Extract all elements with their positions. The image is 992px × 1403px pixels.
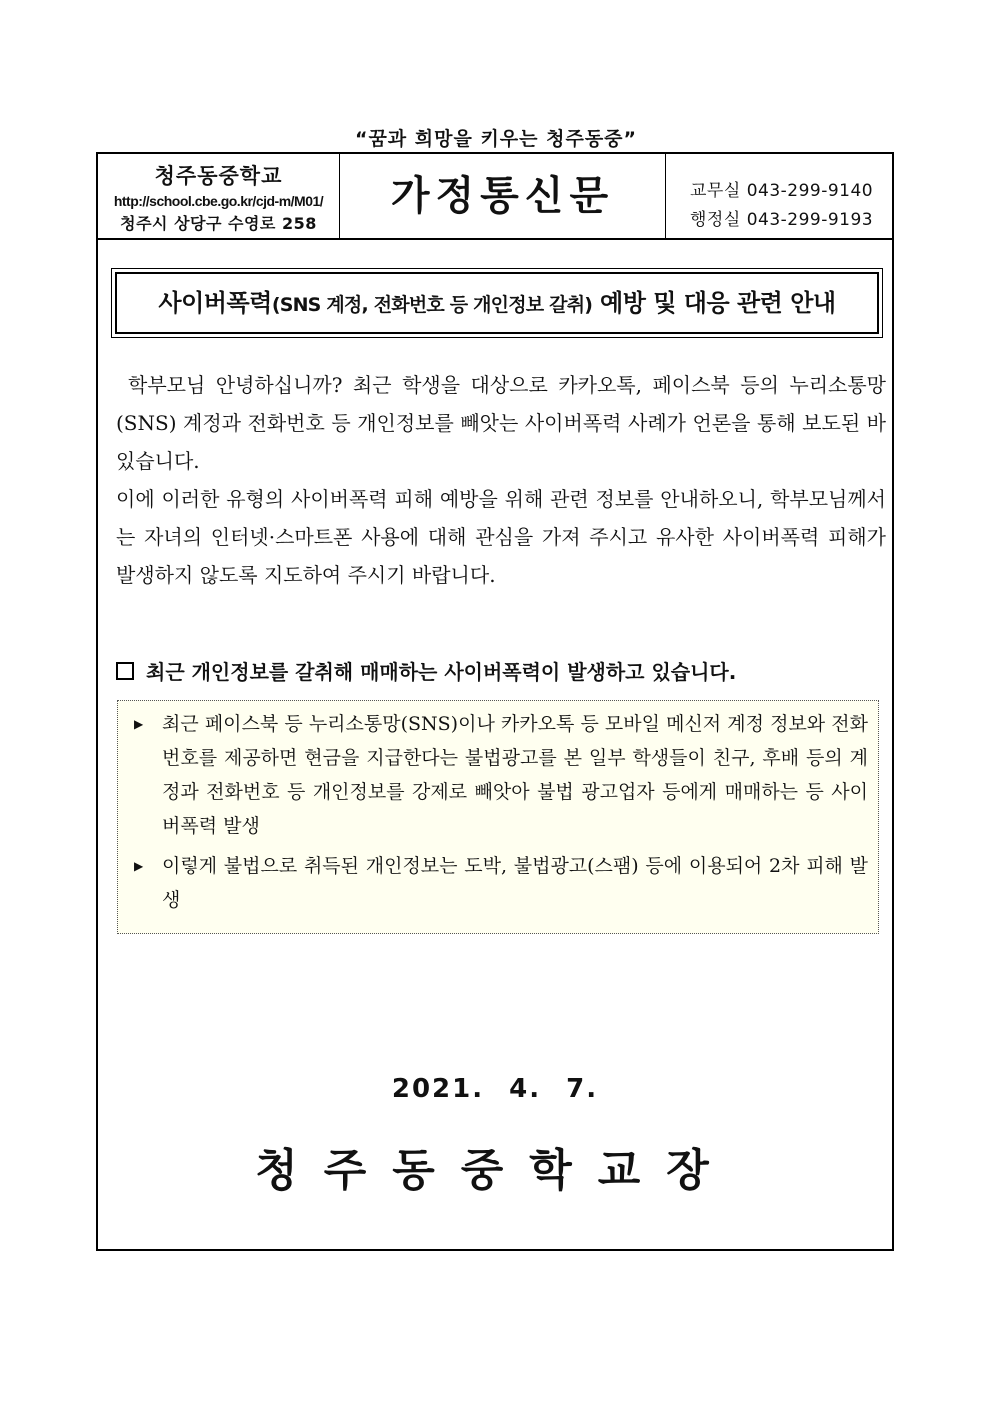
triangle-right-icon: ▶ — [134, 859, 144, 873]
school-info-cell — [98, 154, 340, 238]
newsletter-frame — [96, 152, 894, 1251]
section-heading — [116, 656, 886, 685]
section-heading-text: 최근 개인정보를 갈취해 매매하는 사이버폭력이 발생하고 있습니다. — [146, 660, 737, 684]
notice-title-part2: (SNS 계정, 전화번호 등 개인정보 갈취) — [271, 294, 593, 316]
body-paragraph-2: 이에 이러한 유형의 사이버폭력 피해 예방을 위해 관련 정보를 안내하오니, 학부모님께서는 자녀의 인터넷·스마트폰 사용에 대해 관심을 가져 주시고 유사한 사이버폭력 피해가 발생하지 않도록 지도하여 주시기 바랍니다. — [116, 487, 886, 587]
header-table — [98, 154, 892, 240]
school-address: 청주시 상당구 수영로 258 — [120, 214, 317, 233]
triangle-right-icon: ▶ — [134, 717, 144, 731]
contact-phone: 043-299-9193 — [746, 210, 874, 230]
issue-date: 2021. 4. 7. — [391, 1074, 599, 1104]
document-title: 가정통신문 — [390, 173, 615, 219]
contact-cell — [666, 154, 892, 238]
contact-phone: 043-299-9140 — [746, 181, 874, 201]
principal-signature: 청주동중학교장 — [255, 1145, 735, 1196]
notice-title-part3: 예방 및 대응 관련 안내 — [592, 289, 836, 317]
title-cell — [340, 154, 666, 238]
contact-academic — [666, 176, 892, 201]
school-url: http://school.cbe.go.kr/cjd-m/M01/ — [113, 193, 324, 209]
list-item — [132, 707, 868, 843]
contact-label: 교무실 — [690, 181, 741, 201]
notice-title-part1: 사이버폭력 — [158, 289, 272, 317]
list-item — [132, 849, 868, 917]
notice-title — [115, 272, 879, 334]
school-name: 청주동중학교 — [154, 164, 283, 188]
bullet-text: 이렇게 불법으로 취득된 개인정보는 도박, 불법광고(스팸) 등에 이용되어 2차 피해 발생 — [162, 855, 868, 911]
notice-title-box — [111, 268, 883, 338]
bullet-text: 최근 페이스북 등 누리소통망(SNS)이나 카카오톡 등 모바일 메신저 계정 정보와 전화번호를 제공하면 현금을 지급한다는 불법광고를 본 일부 학생들이 친구, 후배 등의 계정과 전화번호 등 개인정보를 강제로 빼앗아 불법 광고업자 등에게 매매하는 등 사이버폭력 발생 — [162, 713, 868, 837]
body-text — [116, 366, 886, 594]
bullet-box — [117, 700, 879, 934]
body-paragraph-1: 학부모님 안녕하십니까? 최근 학생을 대상으로 카카오톡, 페이스북 등의 누리소통망(SNS) 계정과 전화번호 등 개인정보를 빼앗는 사이버폭력 사례가 언론을 통해 보도된 바 있습니다. — [116, 373, 886, 473]
school-motto: “꿈과 희망을 키우는 청주동중” — [354, 128, 638, 150]
contact-label: 행정실 — [690, 210, 741, 230]
checkbox-square-icon — [116, 662, 134, 680]
contact-admin — [666, 205, 892, 230]
